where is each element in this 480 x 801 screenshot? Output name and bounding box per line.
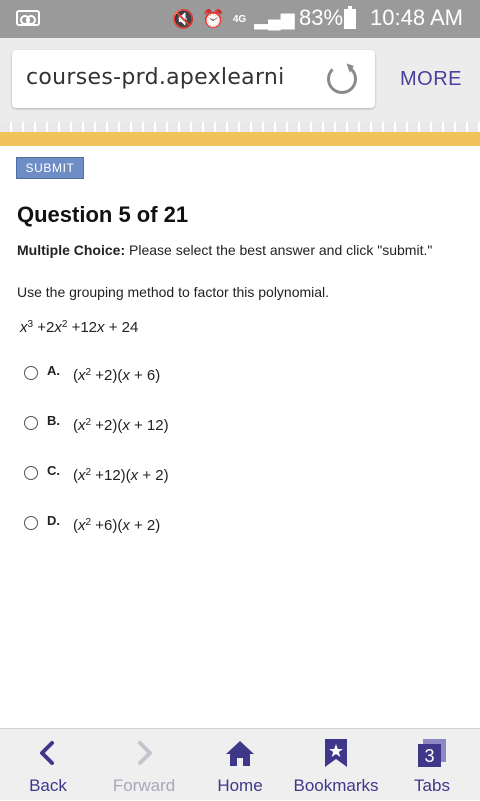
choice-letter: A. bbox=[47, 363, 60, 378]
submit-button[interactable]: SUBMIT bbox=[16, 157, 84, 179]
choice-letter: D. bbox=[47, 513, 60, 528]
url-bar[interactable] bbox=[12, 50, 375, 108]
url-text[interactable]: courses-prd.apexlearni bbox=[26, 65, 285, 90]
radio-button[interactable] bbox=[24, 416, 38, 430]
choice-text[interactable]: $(x^2 +2)(x + 6)$ bbox=[73, 367, 161, 384]
radio-button[interactable] bbox=[24, 366, 38, 380]
forward-arrow-icon bbox=[130, 739, 158, 767]
home-button[interactable] bbox=[192, 729, 288, 801]
header-accent-bar bbox=[0, 132, 480, 146]
bottom-navigation bbox=[0, 728, 480, 800]
network-type-icon: 4G bbox=[232, 13, 247, 25]
mute-icon: 🔇 bbox=[172, 8, 195, 29]
poly-var: x bbox=[20, 319, 28, 336]
forward-label: Forward bbox=[112, 776, 176, 795]
back-label: Back bbox=[29, 776, 67, 795]
home-icon bbox=[226, 739, 254, 767]
bookmark-icon bbox=[322, 739, 350, 767]
radio-button[interactable] bbox=[24, 466, 38, 480]
reload-icon[interactable] bbox=[327, 64, 357, 94]
radio-button[interactable] bbox=[24, 516, 38, 530]
tabs-icon bbox=[418, 739, 446, 767]
status-bar bbox=[0, 0, 480, 38]
question-instruction bbox=[17, 242, 432, 258]
voicemail-icon bbox=[16, 10, 40, 26]
status-icons bbox=[172, 6, 295, 32]
poly-term: +2 bbox=[33, 319, 55, 336]
instruction-label: Multiple Choice: bbox=[17, 242, 126, 258]
home-label: Home bbox=[217, 776, 263, 795]
poly-term: +12 bbox=[67, 319, 98, 336]
poly-term: + 24 bbox=[104, 319, 139, 336]
battery-icon bbox=[344, 9, 356, 29]
choice-text[interactable]: $(x^2 +6)(x + 2)$ bbox=[73, 517, 161, 534]
question-prompt: Use the grouping method to factor this polynomial. bbox=[17, 284, 330, 300]
page-header-border bbox=[0, 122, 480, 132]
more-button[interactable]: MORE bbox=[400, 68, 462, 90]
signal-icon: ▂▄▆ bbox=[254, 8, 295, 29]
bookmarks-label: Bookmarks bbox=[293, 776, 379, 795]
clock: 10:48 AM bbox=[370, 5, 463, 30]
choice-text[interactable]: $(x^2 +2)(x + 12)$ bbox=[73, 417, 169, 434]
question-title: Question 5 of 21 bbox=[17, 202, 189, 227]
alarm-icon: ⏰ bbox=[202, 8, 225, 29]
tabs-button[interactable] bbox=[384, 729, 480, 801]
back-button[interactable] bbox=[0, 729, 96, 801]
battery-percent: 83% bbox=[299, 5, 344, 30]
bookmarks-button[interactable] bbox=[288, 729, 384, 801]
polynomial bbox=[20, 319, 138, 336]
browser-toolbar bbox=[0, 38, 480, 122]
tabs-count: 3 bbox=[424, 746, 435, 766]
instruction-text: Please select the best answer and click "submit." bbox=[125, 242, 433, 258]
choice-letter: B. bbox=[47, 413, 60, 428]
poly-exp: 2 bbox=[61, 319, 68, 330]
poly-var: x bbox=[54, 319, 62, 336]
back-arrow-icon bbox=[34, 739, 62, 767]
tabs-label: Tabs bbox=[414, 776, 450, 795]
poly-exp: 3 bbox=[27, 319, 34, 330]
forward-button[interactable] bbox=[96, 729, 192, 801]
choice-text[interactable]: $(x^2 +12)(x + 2)$ bbox=[73, 467, 169, 484]
choice-letter: C. bbox=[47, 463, 60, 478]
poly-var: x bbox=[97, 319, 105, 336]
